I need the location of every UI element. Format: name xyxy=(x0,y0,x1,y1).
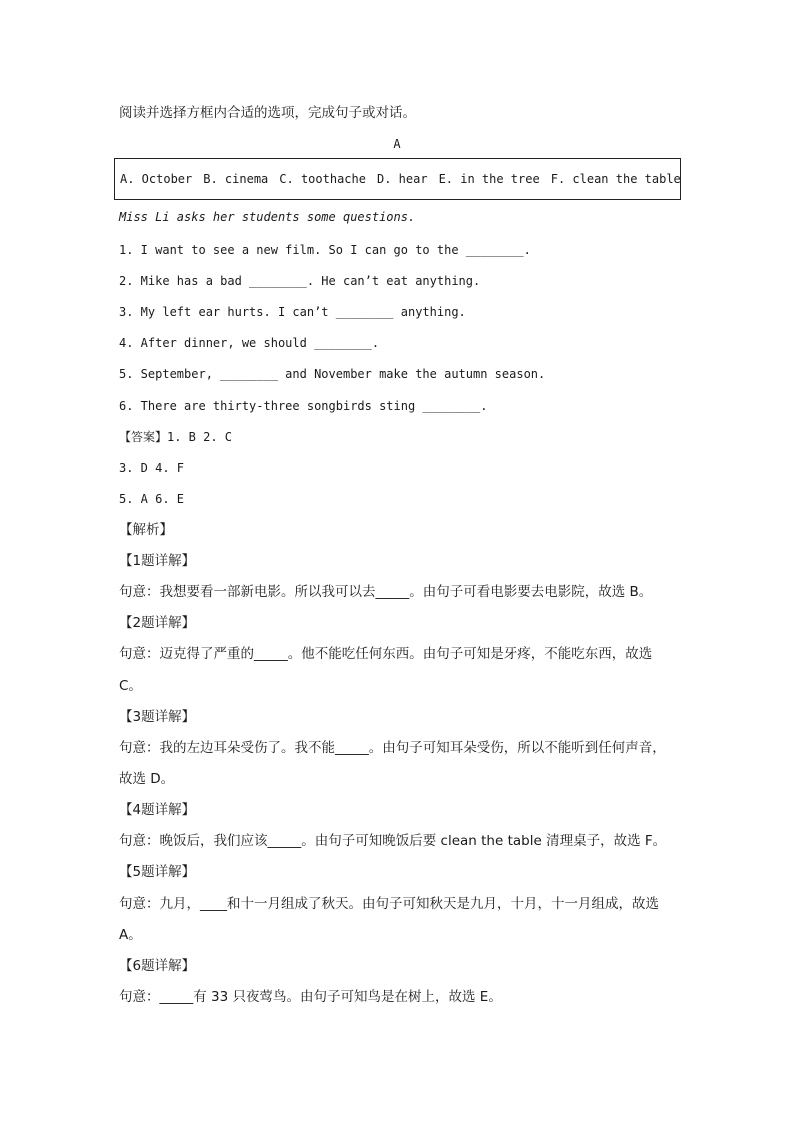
analysis-label: 【解析】 xyxy=(119,522,173,538)
explanation-6-text: 句意：_____有 33 只夜莺鸟。由句子可知鸟是在树上，故选 E。 xyxy=(119,989,502,1005)
explanation-4-text: 句意：晚饭后，我们应该_____。由句子可知晚饭后要 clean the table 清理桌子，故选 F。 xyxy=(119,833,667,849)
option-e: E. in the tree xyxy=(438,172,540,186)
explanation-5-text-cont: A。 xyxy=(119,927,142,943)
options-box xyxy=(114,158,681,200)
option-b: B. cinema xyxy=(203,172,269,186)
option-f: F. clean the table xyxy=(550,172,681,186)
question-6: 6. There are thirty-three songbirds sting ________. xyxy=(119,399,488,413)
explanation-2-text: 句意：迈克得了严重的_____。他不能吃任何东西。由句子可知是牙疼，不能吃东西，故选 xyxy=(119,646,653,662)
intro-text: Miss Li asks her students some questions. xyxy=(119,210,416,224)
explanation-5-text: 句意：九月，____和十一月组成了秋天。由句子可知秋天是九月，十月，十一月组成，故选 xyxy=(119,896,659,912)
question-5: 5. September, ________ and November make the autumn season. xyxy=(119,367,546,381)
section-label: A xyxy=(393,137,401,151)
explanation-4-header: 【4题详解】 xyxy=(119,802,196,818)
explanation-1-header: 【1题详解】 xyxy=(119,553,196,569)
instruction-text: 阅读并选择方框内合适的选项，完成句子或对话。 xyxy=(119,105,416,121)
question-4: 4. After dinner, we should ________. xyxy=(119,336,380,350)
question-1: 1. I want to see a new film. So I can go to the ________. xyxy=(119,243,531,257)
answer-line-1: 【答案】1. B 2. C xyxy=(119,430,233,444)
explanation-2-text-cont: C。 xyxy=(119,678,142,694)
explanation-1-text: 句意：我想要看一部新电影。所以我可以去_____。由句子可看电影要去电影院，故选 B。 xyxy=(119,584,653,600)
option-c: C. toothache xyxy=(279,172,366,186)
explanation-2-header: 【2题详解】 xyxy=(119,615,196,631)
explanation-6-header: 【6题详解】 xyxy=(119,958,196,974)
question-2: 2. Mike has a bad ________. He can’t eat anything. xyxy=(119,274,481,288)
option-d: D. hear xyxy=(376,172,428,186)
answer-line-2: 3. D 4. F xyxy=(119,461,185,475)
explanation-3-header: 【3题详解】 xyxy=(119,709,196,725)
explanation-3-text-cont: 故选 D。 xyxy=(119,771,175,787)
question-3: 3. My left ear hurts. I can’t ________ anything. xyxy=(119,305,466,319)
explanation-3-text: 句意：我的左边耳朵受伤了。我不能_____。由句子可知耳朵受伤，所以不能听到任何声音， xyxy=(119,740,666,756)
explanation-5-header: 【5题详解】 xyxy=(119,864,196,880)
answer-line-3: 5. A 6. E xyxy=(119,492,185,506)
option-a: A. October xyxy=(120,172,193,186)
